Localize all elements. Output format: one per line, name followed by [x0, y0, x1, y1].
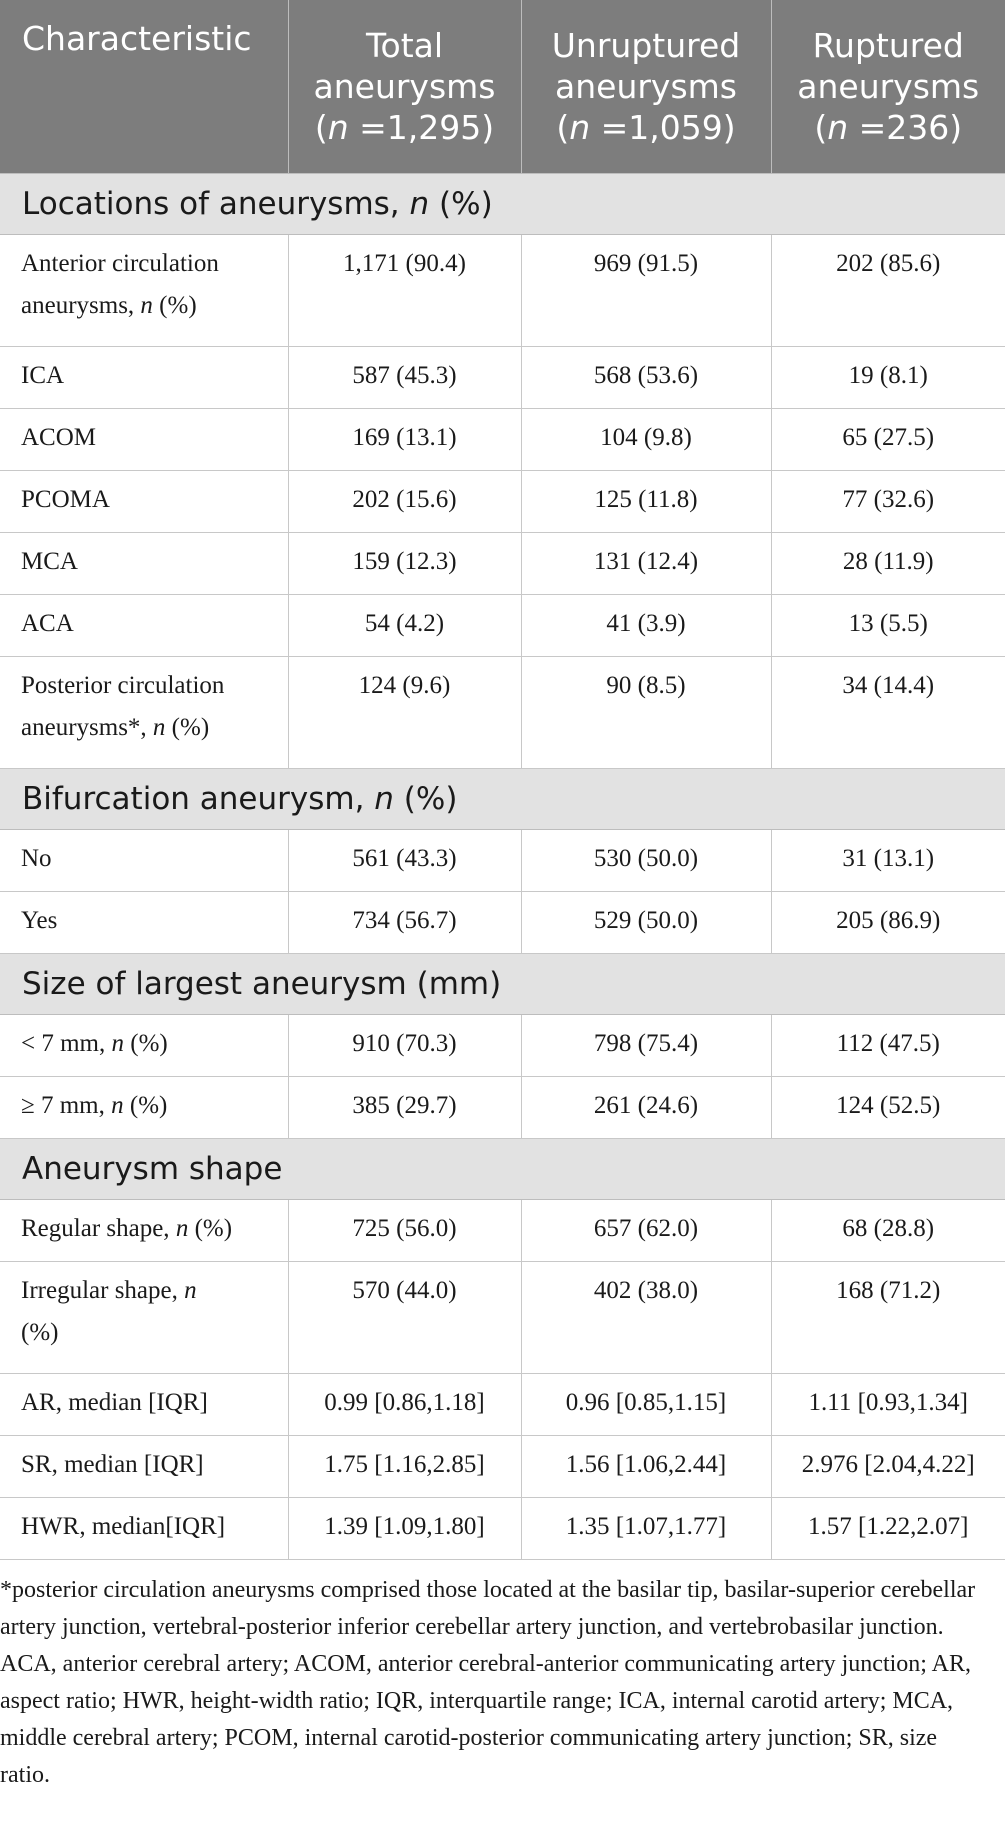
header-ruptured-n-value: =236) — [848, 108, 963, 147]
section-bifurcation-text: Bifurcation aneurysm, — [22, 781, 375, 817]
section-bifurcation-var: n — [374, 781, 394, 817]
cell-unruptured: 530 (50.0) — [521, 830, 771, 892]
cell-ruptured: 202 (85.6) — [771, 235, 1005, 347]
cell-ruptured: 1.57 [1.22,2.07] — [771, 1498, 1005, 1560]
row-label: Yes — [0, 892, 288, 954]
cell-ruptured: 68 (28.8) — [771, 1200, 1005, 1262]
cell-total: 385 (29.7) — [288, 1077, 521, 1139]
cell-total: 910 (70.3) — [288, 1015, 521, 1077]
cell-unruptured: 90 (8.5) — [521, 657, 771, 769]
row-label: SR, median [IQR] — [0, 1436, 288, 1498]
cell-unruptured: 0.96 [0.85,1.15] — [521, 1374, 771, 1436]
cell-unruptured: 131 (12.4) — [521, 533, 771, 595]
cell-unruptured: 798 (75.4) — [521, 1015, 771, 1077]
table-row-ar — [0, 1374, 1005, 1436]
row-label-suffix: (%) — [188, 1215, 233, 1242]
header-unruptured-n-var: n — [569, 108, 591, 147]
cell-ruptured: 168 (71.2) — [771, 1262, 1005, 1374]
section-row-bifurcation — [0, 769, 1005, 830]
header-ruptured-n-var: n — [827, 108, 849, 147]
table-row-lt7 — [0, 1015, 1005, 1077]
cell-unruptured: 529 (50.0) — [521, 892, 771, 954]
header-total-line1: Total — [365, 26, 444, 65]
cell-total: 561 (43.3) — [288, 830, 521, 892]
header-ruptured-n-prefix: ( — [814, 108, 828, 147]
row-label: HWR, median[IQR] — [0, 1498, 288, 1560]
table-row-regular — [0, 1200, 1005, 1262]
section-row-size — [0, 954, 1005, 1015]
cell-unruptured: 41 (3.9) — [521, 595, 771, 657]
cell-total: 734 (56.7) — [288, 892, 521, 954]
cell-total: 1.39 [1.09,1.80] — [288, 1498, 521, 1560]
header-total — [288, 0, 521, 174]
cell-ruptured: 34 (14.4) — [771, 657, 1005, 769]
cell-total: 1.75 [1.16,2.85] — [288, 1436, 521, 1498]
row-label-suffix: (%) — [165, 714, 210, 741]
cell-total: 0.99 [0.86,1.18] — [288, 1374, 521, 1436]
row-label-text: Posterior circulation aneurysms*, — [21, 672, 225, 741]
section-title-size: Size of largest aneurysm (mm) — [0, 954, 1005, 1015]
table-row-yes — [0, 892, 1005, 954]
cell-ruptured: 1.11 [0.93,1.34] — [771, 1374, 1005, 1436]
row-label-text: < 7 mm, — [21, 1030, 112, 1057]
cell-unruptured: 657 (62.0) — [521, 1200, 771, 1262]
row-label: PCOMA — [0, 471, 288, 533]
table-footnotes — [0, 1560, 1005, 1794]
row-label: No — [0, 830, 288, 892]
cell-unruptured: 402 (38.0) — [521, 1262, 771, 1374]
table-row-irregular — [0, 1262, 1005, 1374]
header-unruptured-n-prefix: ( — [556, 108, 570, 147]
row-label: ACA — [0, 595, 288, 657]
row-label — [0, 1200, 288, 1262]
row-label-suffix: (%) — [152, 292, 197, 319]
cell-total: 159 (12.3) — [288, 533, 521, 595]
header-ruptured-line2: aneurysms — [797, 67, 980, 106]
table-row-sr — [0, 1436, 1005, 1498]
row-label: MCA — [0, 533, 288, 595]
cell-unruptured: 1.56 [1.06,2.44] — [521, 1436, 771, 1498]
cell-ruptured: 31 (13.1) — [771, 830, 1005, 892]
cell-unruptured: 568 (53.6) — [521, 347, 771, 409]
cell-total: 725 (56.0) — [288, 1200, 521, 1262]
cell-ruptured: 124 (52.5) — [771, 1077, 1005, 1139]
row-label-var: n — [152, 714, 166, 741]
section-locations-text: Locations of aneurysms, — [22, 186, 410, 222]
cell-ruptured: 205 (86.9) — [771, 892, 1005, 954]
header-unruptured — [521, 0, 771, 174]
cell-total: 54 (4.2) — [288, 595, 521, 657]
cell-ruptured: 77 (32.6) — [771, 471, 1005, 533]
cell-unruptured: 261 (24.6) — [521, 1077, 771, 1139]
table-row-acom — [0, 409, 1005, 471]
row-label-var: n — [184, 1277, 197, 1304]
header-total-n-value: =1,295) — [348, 108, 495, 147]
row-label — [0, 1077, 288, 1139]
row-label-var: n — [111, 1092, 124, 1119]
header-characteristic: Characteristic — [0, 0, 288, 174]
cell-total: 587 (45.3) — [288, 347, 521, 409]
row-label-var: n — [111, 1030, 124, 1057]
section-title-bifurcation — [0, 769, 1005, 830]
row-label-var: n — [175, 1215, 189, 1242]
table-row-anterior — [0, 235, 1005, 347]
section-row-shape — [0, 1139, 1005, 1200]
row-label-suffix: (%) — [21, 1319, 59, 1346]
table-row-ica — [0, 347, 1005, 409]
header-unruptured-line2: aneurysms — [555, 67, 737, 106]
footnote-abbreviations: ACA, anterior cerebral artery; ACOM, anterior cerebral-anterior communicating artery junction; AR, aspect ratio; HWR, height-width ratio; IQR, interquartile range; ICA, internal carotid artery; MCA, middle cerebral artery; PCOM, internal carotid-posterior communicating artery junction; SR, size ratio. — [0, 1651, 971, 1788]
section-row-locations — [0, 174, 1005, 235]
footnote-posterior: *posterior circulation aneurysms comprised those located at the basilar tip, basilar-superior cerebellar artery junction, vertebral-posterior inferior cerebellar artery junction, and vertebrobasilar junction. — [0, 1577, 976, 1640]
cell-ruptured: 19 (8.1) — [771, 347, 1005, 409]
cell-total: 124 (9.6) — [288, 657, 521, 769]
row-label: ACOM — [0, 409, 288, 471]
cell-unruptured: 1.35 [1.07,1.77] — [521, 1498, 771, 1560]
table-row-hwr — [0, 1498, 1005, 1560]
row-label-text: Regular shape, — [21, 1215, 176, 1242]
row-label-var: n — [140, 292, 153, 319]
table-row-posterior — [0, 657, 1005, 769]
cell-ruptured: 2.976 [2.04,4.22] — [771, 1436, 1005, 1498]
header-unruptured-line1: Unruptured — [551, 26, 741, 65]
table-row-pcoma — [0, 471, 1005, 533]
table-row-no — [0, 830, 1005, 892]
section-bifurcation-suffix: (%) — [393, 781, 458, 817]
row-label-suffix: (%) — [124, 1030, 168, 1057]
cell-total: 570 (44.0) — [288, 1262, 521, 1374]
row-label-text: ≥ 7 mm, — [21, 1092, 112, 1119]
row-label-suffix: (%) — [123, 1092, 168, 1119]
header-total-n-prefix: ( — [314, 108, 328, 147]
header-unruptured-n-value: =1,059) — [590, 108, 736, 147]
row-label — [0, 1015, 288, 1077]
cell-unruptured: 969 (91.5) — [521, 235, 771, 347]
cell-ruptured: 65 (27.5) — [771, 409, 1005, 471]
cell-unruptured: 125 (11.8) — [521, 471, 771, 533]
section-locations-var: n — [409, 186, 430, 222]
row-label — [0, 235, 288, 347]
cell-total: 169 (13.1) — [288, 409, 521, 471]
section-title-locations — [0, 174, 1005, 235]
table-row-aca — [0, 595, 1005, 657]
header-ruptured-line1: Ruptured — [812, 26, 964, 65]
table-row-ge7 — [0, 1077, 1005, 1139]
row-label-text: Anterior circulation aneurysms, — [21, 250, 219, 319]
cell-total: 202 (15.6) — [288, 471, 521, 533]
header-ruptured — [771, 0, 1005, 174]
row-label — [0, 1262, 288, 1374]
table-row-mca — [0, 533, 1005, 595]
cell-ruptured: 28 (11.9) — [771, 533, 1005, 595]
row-label-text: Irregular shape, — [21, 1277, 185, 1304]
header-total-n-var: n — [327, 108, 349, 147]
cell-unruptured: 104 (9.8) — [521, 409, 771, 471]
cell-ruptured: 112 (47.5) — [771, 1015, 1005, 1077]
section-locations-suffix: (%) — [429, 186, 493, 222]
row-label: AR, median [IQR] — [0, 1374, 288, 1436]
row-label — [0, 657, 288, 769]
header-total-line2: aneurysms — [313, 67, 496, 106]
cell-ruptured: 13 (5.5) — [771, 595, 1005, 657]
section-title-shape: Aneurysm shape — [0, 1139, 1005, 1200]
table-header-row — [0, 0, 1005, 174]
row-label: ICA — [0, 347, 288, 409]
cell-total: 1,171 (90.4) — [288, 235, 521, 347]
